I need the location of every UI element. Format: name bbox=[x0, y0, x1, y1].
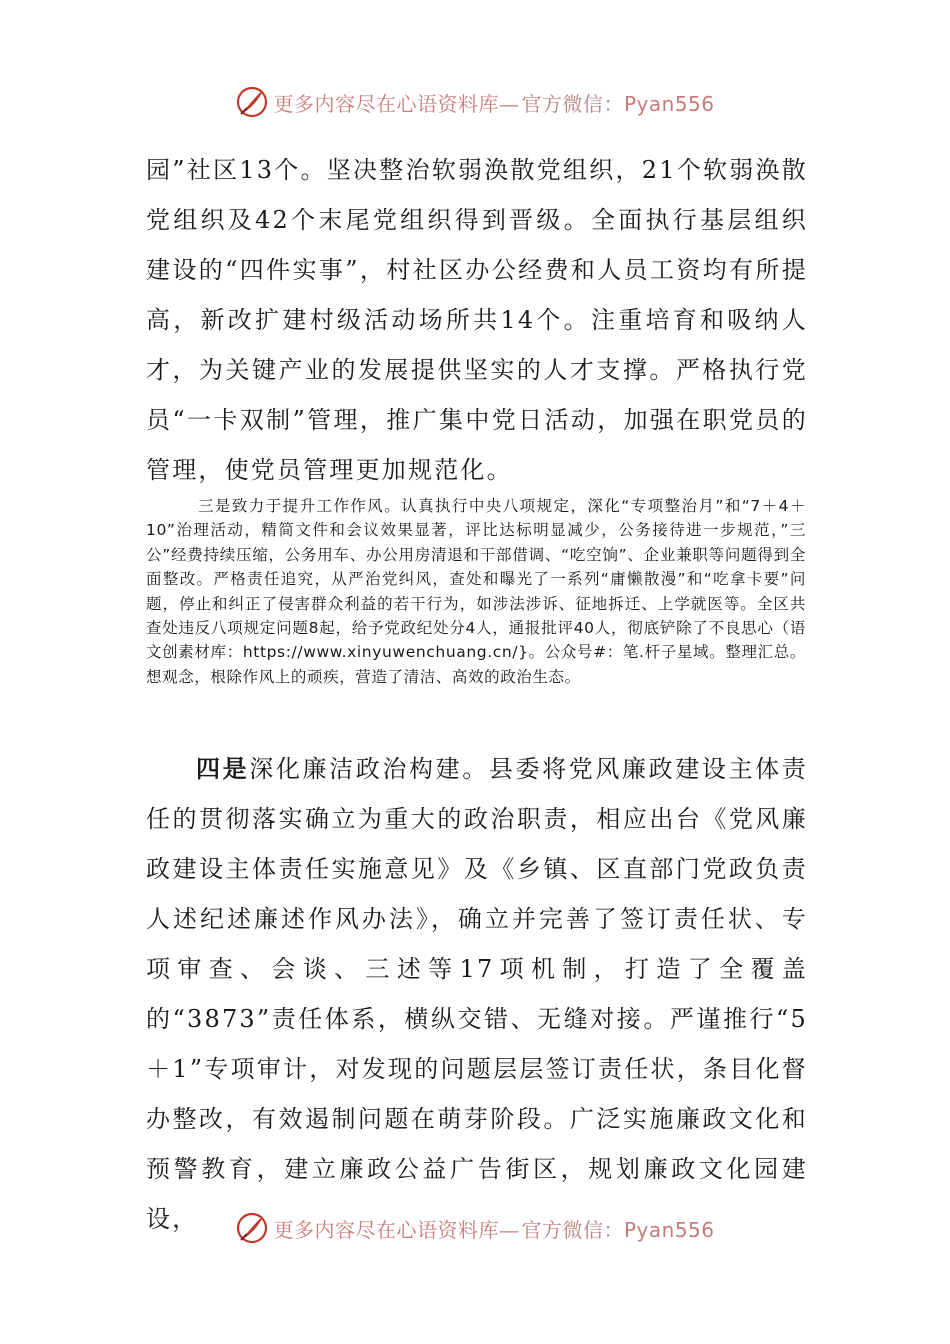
paragraph-2-text: 深化廉洁政治构建。县委将党风廉政建设主体责任的贯彻落实确立为重大的政治职责，相应出台《党风廉政建设主体责任实施意见》及《乡镇、区直部门党政负责人述纪述廉述作风办法》，确立并完善了签订责任状、专项审查、会谈、三述等17项机制，打造了全覆盖的“3873”责任体系，横纵交错、无缝对接。严谨推行“5＋1”专项审计，对发现的问题层层签订责任状，条目化督办整改，有效遏制问题在萌芽阶段。广泛实施廉政文化和预警教育，建立廉政公益广告街区，规划廉政文化园建设， bbox=[146, 755, 809, 1233]
footer-official: 官方微信： bbox=[521, 1217, 624, 1242]
paragraph-2 bbox=[146, 744, 808, 1244]
paragraph-2-lead: 四是 bbox=[196, 755, 250, 783]
header-banner bbox=[0, 82, 950, 122]
paragraph-small: 三是致力于提升工作作风。认真执行中央八项规定，深化“专项整治月”和“7＋4＋10”治理活动，精简文件和会议效果显著，评比达标明显减少，公务接待进一步规范，”三公”经费持续压缩，公务用车、办公用房清退和干部借调、“吃空饷”、企业兼职等问题得到全面整改。严格责任追究，从严治党纠风，查处和曝光了一系列“庸懒散漫”和“吃拿卡要”问题，停止和纠正了侵害群众利益的若干行为，如涉法涉诉、征地拆迁、上学就医等。全区共查处违反八项规定问题8起，给予党政纪处分4人，通报批评40人，彻底铲除了不良思心（语文创素材库：https://www.xinyuwenchuang.cn/}。公众号#：笔.杆子星域。整理汇总。想观念，根除作风上的顽疾，营造了清洁、高效的政治生态。 bbox=[146, 497, 806, 686]
header-brand: 更多内容尽在心语资料库 bbox=[273, 91, 499, 116]
footer-brand: 更多内容尽在心语资料库 bbox=[273, 1217, 499, 1242]
footer-banner bbox=[0, 1208, 950, 1248]
header-official: 官方微信： bbox=[521, 91, 624, 116]
paragraph-1: 园”社区13个。坚决整治软弱涣散党组织，21个软弱涣散党组织及42个末尾党组织得到晋级。全面执行基层组织建设的“四件实事”，村社区办公经费和人员工资均有所提高，新改扩建村级活动场所共14个。注重培育和吸纳人才，为关键产业的发展提供坚实的人才支撑。严格执行党员“一卡双制”管理，推广集中党日活动，加强在职党员的管理，使党员管理更加规范化。 bbox=[146, 156, 808, 484]
footer-text bbox=[273, 1214, 714, 1243]
header-dash: — bbox=[498, 91, 520, 116]
quill-pen-logo-icon bbox=[235, 1211, 269, 1245]
footer-wechat-id: Pyan556 bbox=[623, 1217, 715, 1242]
footer-dash: — bbox=[498, 1217, 520, 1242]
header-wechat-id: Pyan556 bbox=[623, 91, 715, 116]
quill-pen-logo-icon bbox=[235, 85, 269, 119]
header-text bbox=[273, 88, 714, 117]
